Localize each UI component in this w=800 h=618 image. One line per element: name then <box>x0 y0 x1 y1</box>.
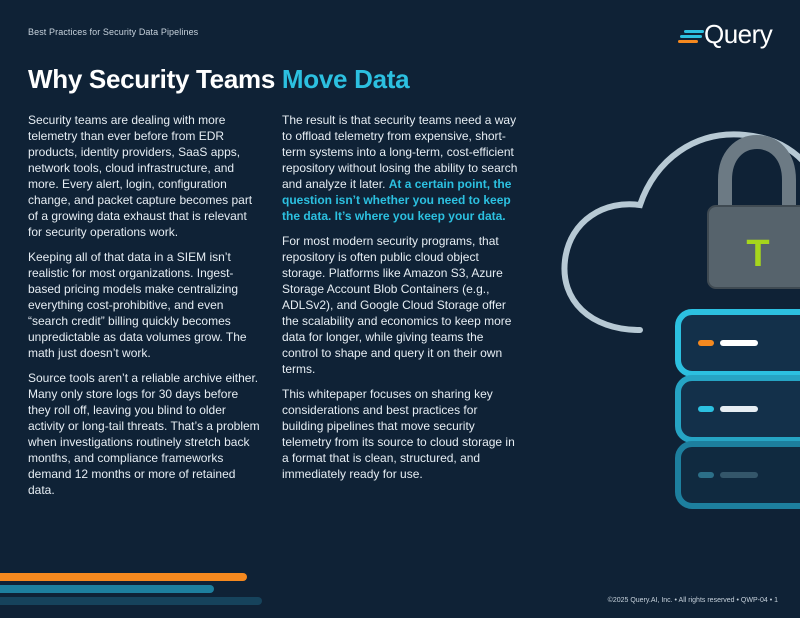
server-led-icon <box>698 340 714 346</box>
decor-bar-teal <box>0 585 214 593</box>
title-main: Why Security Teams <box>28 64 282 94</box>
logo-stripe-icon <box>684 30 704 33</box>
cloud-storage-illustration <box>520 100 800 540</box>
server-led-icon <box>720 472 758 478</box>
column-right <box>282 112 522 491</box>
server-led-icon <box>698 472 714 478</box>
title-accent: Move Data <box>281 64 410 94</box>
server-led-icon <box>720 406 758 412</box>
query-logo <box>678 19 778 52</box>
decor-bar-dark <box>0 597 262 605</box>
column-left <box>28 112 264 507</box>
page-title <box>28 64 409 95</box>
paragraph: Keeping all of that data in a SIEM isn’t realistic for most organizations. Ingest-based pricing models make centralizing everything cost-prohibitive, and even “search credit” billing quickly becomes unpredictable as data volumes grow. The math just doesn’t work. <box>28 250 247 360</box>
header-label: Best Practices for Security Data Pipelines <box>28 27 199 37</box>
paragraph-text: The result is that security teams need a way to offload telemetry from expensive, short-term systems into a long-term, cost-efficient repository without losing the ability to search and analyze it later. <box>282 113 518 191</box>
logo-stripe-icon <box>680 35 702 38</box>
paragraph: Security teams are dealing with more telemetry than ever before from EDR products, identity providers, SaaS apps, network tools, cloud infrastructure, and more. Every alert, login, configuration change, and packet capture becomes part of a growing data exhaust that is relevant for security operations work. <box>28 113 253 239</box>
logo-text: Query <box>704 19 773 49</box>
highlight-text: At a certain point, the question isn’t whether you need to keep the data. It’s where you keep your data. <box>282 177 512 223</box>
paragraph: For most modern security programs, that repository is often public cloud object storage. Platforms like Amazon S3, Azure Storage Account Blob Containers (e.g., ADLSv2), and Google Cloud Storage offer the scalability and economics to keep more data for longer, while giving teams the control to shape and query it on their own terms. <box>282 234 512 376</box>
lock-shackle-icon <box>725 142 789 210</box>
logo-stripe-icon <box>678 40 698 43</box>
footer-text: ©2025 Query.AI, Inc. • All rights reserved • QWP-04 • 1 <box>607 597 778 604</box>
lock-glyph: T <box>746 233 770 275</box>
paragraph: This whitepaper focuses on sharing key considerations and best practices for building pipelines that move security telemetry from its source to cloud storage in a format that is clean, structured, and immediately ready for use. <box>282 387 515 481</box>
server-led-icon <box>720 340 758 346</box>
server-led-icon <box>698 406 714 412</box>
decor-bar-orange <box>0 573 247 581</box>
paragraph <box>282 112 522 224</box>
paragraph: Source tools aren’t a reliable archive either. Many only store logs for 30 days before they roll off, leaving you blind to older activity or long-tail threats. That’s a problem when investigations routinely stretch back months, and compliance frameworks demand 12 months or more of retained data. <box>28 371 260 497</box>
